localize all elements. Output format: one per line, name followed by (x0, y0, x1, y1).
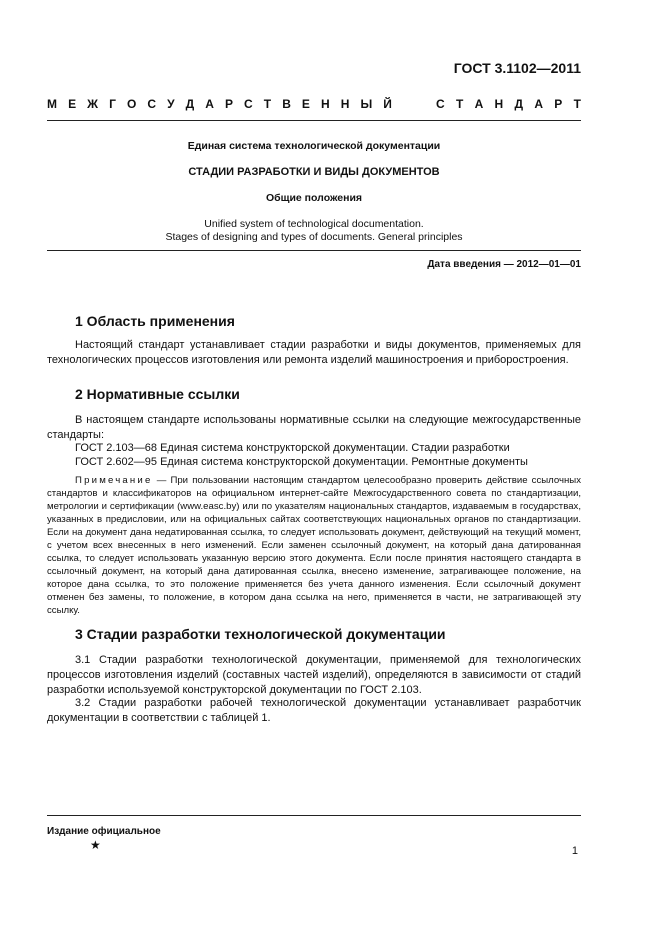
banner-letter: Р (224, 97, 233, 111)
section-1-heading: 1 Область применения (75, 313, 235, 329)
section-2-note (47, 474, 581, 617)
banner-letter: А (534, 97, 543, 111)
english-title-line-1: Unified system of technological documentation. (204, 218, 424, 230)
section-1-text: Настоящий стандарт устанавливает стадии разработки и виды документов, применяемых для технологических процессов изготовления или ремонта изделий машиностроения и приборостроения. (47, 339, 581, 366)
banner-letter: А (205, 97, 214, 111)
banner-letter: С (147, 97, 157, 111)
top-divider (47, 120, 581, 121)
document-number: ГОСТ 3.1102—2011 (453, 60, 581, 76)
banner-letter: Д (185, 97, 195, 111)
banner-letter: Д (514, 97, 524, 111)
banner-letter: Н (321, 97, 330, 111)
english-title-line-2: Stages of designing and types of documents. General principles (165, 231, 463, 243)
banner-letter: Н (340, 97, 350, 111)
banner-letter: Е (301, 97, 310, 111)
system-name: Единая система технологической документации (187, 140, 441, 152)
title-divider (47, 250, 581, 251)
page-number: 1 (571, 845, 578, 857)
normative-reference-1: ГОСТ 2.103—68 Единая система конструкторской документации. Стадии разработки (75, 442, 510, 454)
banner-word-interstate (47, 97, 392, 111)
banner-letter: Ы (360, 97, 373, 111)
star-mark: ★ (90, 838, 101, 852)
banner-letter: Т (263, 97, 272, 111)
banner-letter: Й (383, 97, 392, 111)
banner-letter: В (282, 97, 291, 111)
section-3-paragraph-2: 3.2 Стадии разработки рабочей технологической документации устанавливает разработчик документации в соответствии с таблицей 1. (47, 697, 581, 724)
footer-divider (47, 815, 581, 816)
banner-letter: С (436, 97, 445, 111)
note-text: — При пользовании настоящим стандартом целесообразно проверить действие ссылочных стандартов и классификаторов на официальном интернет-сайте Межгосударственного совета по стандартизации, метрологии и сертификации (www.easc.by) или по указателям национальных стандартов, издаваемым в государствах, указанных в предисловии, или на официальных сайтах соответствующих национальных органов по стандартизации. Если на документ дана недатированная ссылка, то следует использовать документ, действующий на текущий момент, с учетом всех внесенных в него изменений. Если заменен ссылочный документ, на который дана датированная ссылка, то следует использовать указанную версию этого документа. Если после принятия настоящего стандарта в ссылочный документ, на который дана датированная ссылка, внесено изменение, затрагивающее положение, на которое дана ссылка, то это положение применяется без учета данного изменения. Если ссылочный документ отменен без замены, то положение, в котором дана ссылка на него, применяется в части, не затрагивающей эту ссылку. (47, 475, 581, 616)
introduction-date: Дата введения — 2012—01—01 (427, 259, 581, 270)
banner-letter: А (474, 97, 484, 111)
note-label: Примечание (75, 475, 153, 486)
document-subtitle: Общие положения (265, 192, 363, 204)
banner-letter: Н (494, 97, 504, 111)
interstate-standard-banner (47, 97, 581, 111)
banner-letter: Т (573, 97, 581, 111)
banner-letter: Р (554, 97, 563, 111)
section-2-heading: 2 Нормативные ссылки (75, 386, 240, 402)
banner-letter: У (167, 97, 175, 111)
section-3-heading: 3 Стадии разработки технологической документации (75, 626, 446, 642)
banner-letter: Е (68, 97, 77, 111)
banner-letter: Г (109, 97, 116, 111)
section-2-intro: В настоящем стандарте использованы нормативные ссылки на следующие межгосударственные стандарты: (47, 414, 581, 441)
banner-letter: М (47, 97, 57, 111)
normative-reference-2: ГОСТ 2.602—95 Единая система конструкторской документации. Ремонтные документы (75, 456, 528, 468)
banner-letter: Ж (87, 97, 98, 111)
official-edition-label: Издание официальное (47, 826, 161, 837)
banner-letter: Т (455, 97, 464, 111)
banner-word-standard (436, 97, 581, 111)
banner-letter: С (244, 97, 253, 111)
document-title: СТАДИИ РАЗРАБОТКИ И ВИДЫ ДОКУМЕНТОВ (188, 166, 440, 178)
english-title (47, 218, 581, 244)
section-3-paragraph-1: 3.1 Стадии разработки технологической документации, применяемой для технологических процессов изготовления изделий (составных частей изделий), определяются в зависимости от стадий разработки используемой конструкторской документации по ГОСТ 2.103. (47, 654, 581, 696)
banner-letter: О (126, 97, 137, 111)
